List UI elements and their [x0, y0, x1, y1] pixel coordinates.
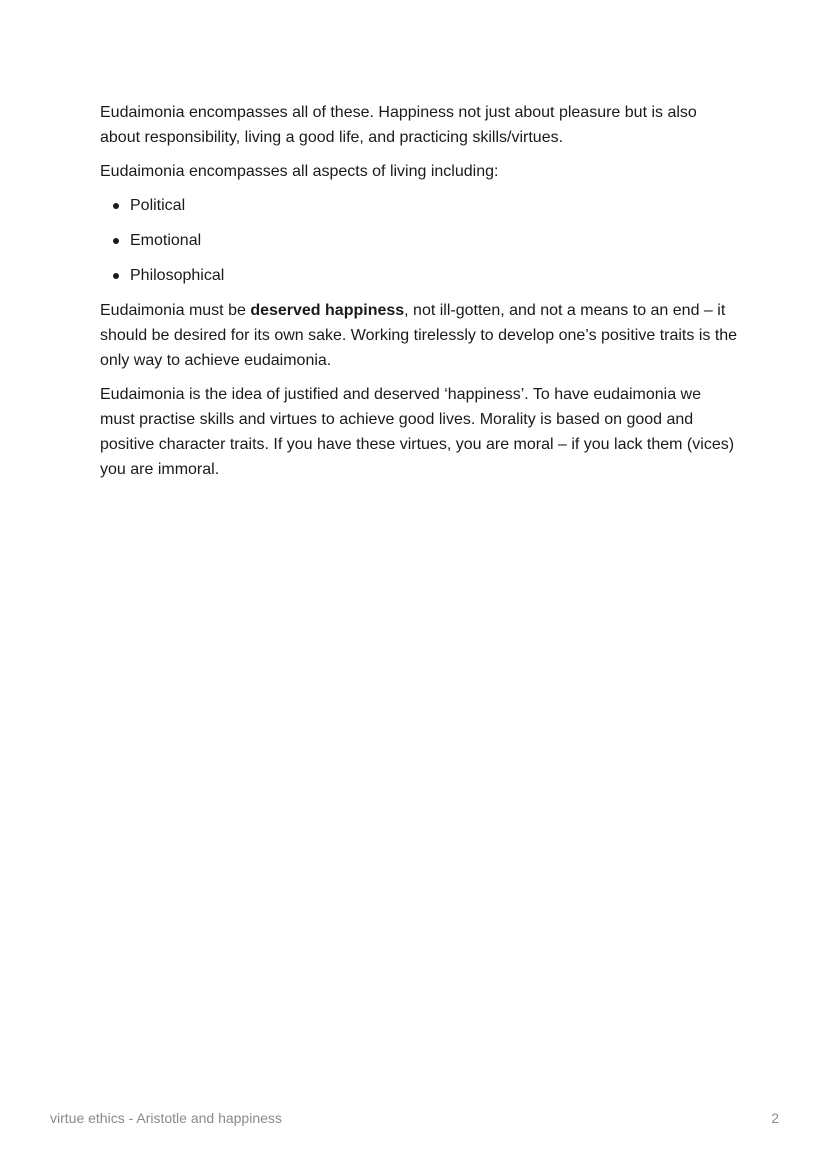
paragraph-eudaimonia-encompasses: Eudaimonia encompasses all of these. Happiness not just about pleasure but is also about responsibility, living a good life, and practicing skills/virtues. [100, 104, 697, 146]
list-item [130, 193, 740, 218]
paragraph-aspects-intro: Eudaimonia encompasses all aspects of living including: [100, 163, 499, 180]
bold-term: deserved happiness [250, 302, 405, 319]
bullet-icon [113, 203, 119, 209]
paragraph-justified-happiness: Eudaimonia is the idea of justified and deserved ‘happiness’. To have eudaimonia we must practise skills and virtues to achieve good lives. Morality is based on good and positive character traits. If you have these virtues, you are moral – if you lack them (vices) you are immoral. [100, 386, 735, 478]
footer-title: virtue ethics - Aristotle and happiness [50, 1110, 282, 1126]
bullet-icon [113, 273, 119, 279]
list-item-label: Political [130, 197, 186, 214]
bullet-icon [113, 238, 119, 244]
paragraph-text: Eudaimonia must be [100, 302, 251, 319]
list-item [130, 228, 740, 253]
paragraph-deserved-happiness [100, 298, 740, 373]
page-number: 2 [771, 1110, 779, 1126]
list-item-label: Philosophical [130, 267, 225, 284]
list-item-label: Emotional [130, 232, 202, 249]
aspects-list [100, 193, 740, 288]
document-body [100, 100, 740, 491]
paragraph-text: , not ill-gotten, and not a means to an end – it should be desired for its own sake. Working tirelessly to develop one’s positive traits is the only way to achieve eudaimonia. [100, 302, 738, 369]
list-item [130, 263, 740, 288]
